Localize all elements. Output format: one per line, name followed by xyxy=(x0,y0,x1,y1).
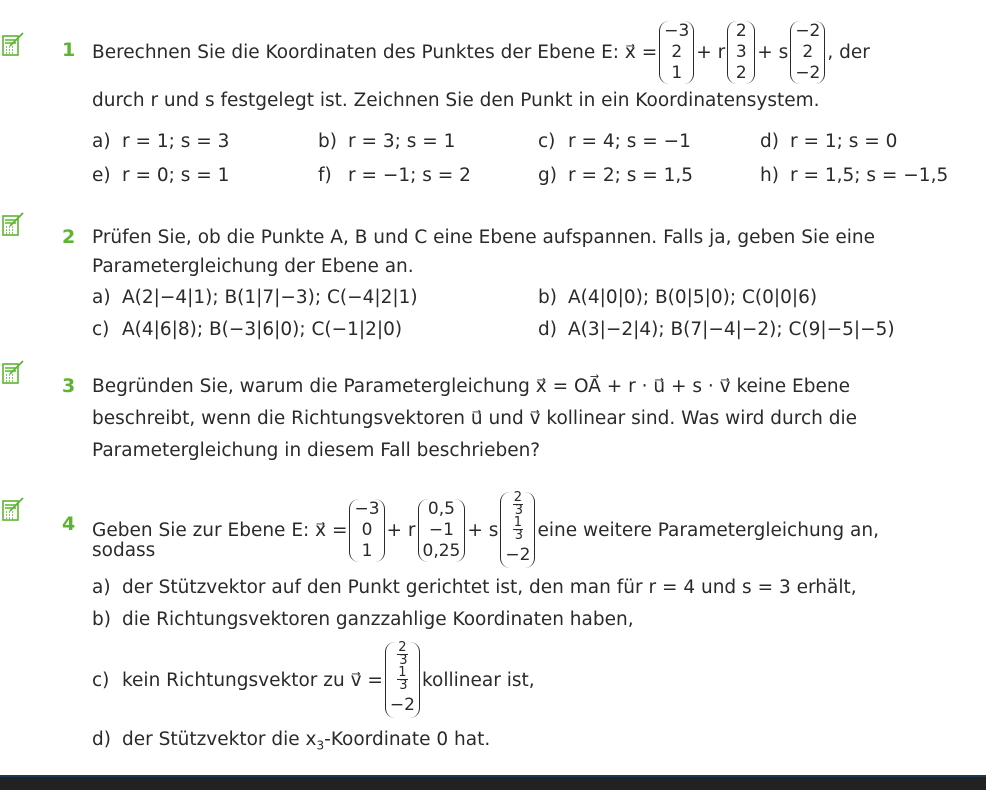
vector xyxy=(418,499,466,562)
calculator-icon xyxy=(2,212,24,236)
text: eine weitere Parametergleichung an, xyxy=(537,519,879,541)
denominator: 3 xyxy=(514,528,524,543)
subtask xyxy=(92,131,229,152)
label: d) xyxy=(760,131,779,152)
vector xyxy=(790,21,825,84)
cell: 2 xyxy=(802,41,814,62)
vector xyxy=(727,21,755,84)
numerator: 1 xyxy=(398,665,407,680)
label: b) xyxy=(318,131,337,152)
subtask xyxy=(92,640,535,720)
vector xyxy=(659,21,694,84)
subtask xyxy=(318,165,471,186)
task4-line1 xyxy=(92,490,879,570)
text: r = 3; s = 1 xyxy=(348,131,456,152)
text: A(3|−2|4); B(7|−4|−2); C(9|−5|−5) xyxy=(568,319,895,340)
cell: 2 xyxy=(735,20,747,41)
label: c) xyxy=(538,131,556,152)
text: r = 1; s = 3 xyxy=(122,131,230,152)
text: der Stützvektor auf den Punkt gerichtet ist, den man für r = 4 und s = 3 erhält, xyxy=(122,577,857,598)
cell: 2 xyxy=(735,62,747,83)
task3-line1: Begründen Sie, warum die Parametergleichung x⃗ = OA⃗ + r · u⃗ + s · v⃗ keine Ebene xyxy=(92,376,850,397)
subtask xyxy=(538,319,895,340)
denominator: 3 xyxy=(514,503,524,518)
cell: 2 xyxy=(671,41,683,62)
denominator: 3 xyxy=(399,653,408,668)
label: g) xyxy=(538,165,557,186)
numerator: 1 xyxy=(513,515,523,530)
text: Geben Sie zur Ebene E: x⃗ = xyxy=(92,519,348,541)
text: r = 1; s = 0 xyxy=(790,131,898,152)
label: a) xyxy=(92,287,111,308)
task1-line1 xyxy=(92,17,870,87)
task3-line2: beschreibt, wenn die Richtungsvektoren u⃗ und v⃗ kollinear sind. Was wird durch die xyxy=(92,408,857,429)
task2-line2: Parametergleichung der Ebene an. xyxy=(92,256,414,277)
text: r = 4; s = −1 xyxy=(568,131,691,152)
subtask xyxy=(538,287,817,308)
task4-line2: sodass xyxy=(92,540,156,561)
text: kein Richtungsvektor zu v⃗ = xyxy=(122,669,383,691)
subtask xyxy=(318,131,455,152)
task-number: 1 xyxy=(62,39,76,61)
heading-fragment xyxy=(60,0,250,2)
denominator: 3 xyxy=(399,678,408,693)
cell: 0 xyxy=(361,519,373,540)
subtask xyxy=(760,165,948,186)
subtask xyxy=(92,287,418,308)
calculator-icon xyxy=(2,497,24,521)
cell: −2 xyxy=(505,545,531,565)
calculator-icon xyxy=(2,360,24,384)
text: + s xyxy=(467,519,499,541)
cell: −2 xyxy=(795,62,821,83)
cell: 1 xyxy=(671,62,683,83)
text: r = 1,5; s = −1,5 xyxy=(790,165,949,186)
label: e) xyxy=(92,165,111,186)
label: b) xyxy=(538,287,557,308)
fraction xyxy=(397,667,407,692)
label: f) xyxy=(318,165,332,186)
cell: 0,25 xyxy=(422,540,461,561)
fraction xyxy=(513,492,523,517)
task3-line3: Parametergleichung in diesem Fall beschrieben? xyxy=(92,440,541,461)
text: Berechnen Sie die Koordinaten des Punktes der Ebene E: x⃗ = xyxy=(92,41,658,63)
calculator-icon xyxy=(2,32,24,56)
fraction xyxy=(513,517,523,542)
task-number: 2 xyxy=(62,226,76,248)
task1-line2: durch r und s festgelegt ist. Zeichnen Sie den Punkt in ein Koordinatensystem. xyxy=(92,90,820,111)
text: r = 0; s = 1 xyxy=(122,165,230,186)
task-number: 4 xyxy=(62,513,76,535)
subtask xyxy=(92,165,229,186)
subtask xyxy=(538,131,691,152)
text: + r xyxy=(696,41,726,63)
text: r = 2; s = 1,5 xyxy=(568,165,694,186)
text: kollinear ist, xyxy=(421,669,535,691)
text: , der xyxy=(827,41,870,63)
task2-line1: Prüfen Sie, ob die Punkte A, B und C eine Ebene aufspannen. Falls ja, geben Sie eine xyxy=(92,227,876,248)
cell: −3 xyxy=(354,498,380,519)
text: die Richtungsvektoren ganzzahlige Koordinaten haben, xyxy=(122,609,634,630)
text: -Koordinate 0 hat. xyxy=(324,729,491,750)
text: A(2|−4|1); B(1|7|−3); C(−4|2|1) xyxy=(122,287,418,308)
label: c) xyxy=(92,319,110,340)
subtask xyxy=(92,319,402,340)
text: + s xyxy=(757,41,789,63)
vector xyxy=(500,492,535,568)
label: b) xyxy=(92,609,111,630)
cell: −2 xyxy=(389,695,415,715)
subtask xyxy=(92,577,857,598)
subscript: 3 xyxy=(316,738,325,753)
text: A(4|6|8); B(−3|6|0); C(−1|2|0) xyxy=(122,319,403,340)
subtask xyxy=(760,131,897,152)
fraction xyxy=(397,642,407,667)
numerator: 2 xyxy=(398,640,407,655)
text: r = −1; s = 2 xyxy=(348,165,471,186)
label: a) xyxy=(92,131,111,152)
subtask xyxy=(538,165,693,186)
numerator: 2 xyxy=(513,490,523,505)
label: a) xyxy=(92,577,111,598)
subtask xyxy=(92,729,490,753)
label: d) xyxy=(92,729,111,750)
cell: 1 xyxy=(361,540,373,561)
cell: 3 xyxy=(735,41,747,62)
label: d) xyxy=(538,319,557,340)
text: + r xyxy=(386,519,416,541)
label: c) xyxy=(92,669,110,691)
cell: −2 xyxy=(795,20,821,41)
text: der Stützvektor die x xyxy=(122,729,317,750)
subtask xyxy=(92,609,634,630)
vector xyxy=(385,642,420,718)
vector xyxy=(349,499,384,562)
task-number: 3 xyxy=(62,375,76,397)
cell: −1 xyxy=(428,519,454,540)
text: A(4|0|0); B(0|5|0); C(0|0|6) xyxy=(568,287,818,308)
cell: −3 xyxy=(664,20,690,41)
label: h) xyxy=(760,165,779,186)
cell: 0,5 xyxy=(427,498,455,519)
